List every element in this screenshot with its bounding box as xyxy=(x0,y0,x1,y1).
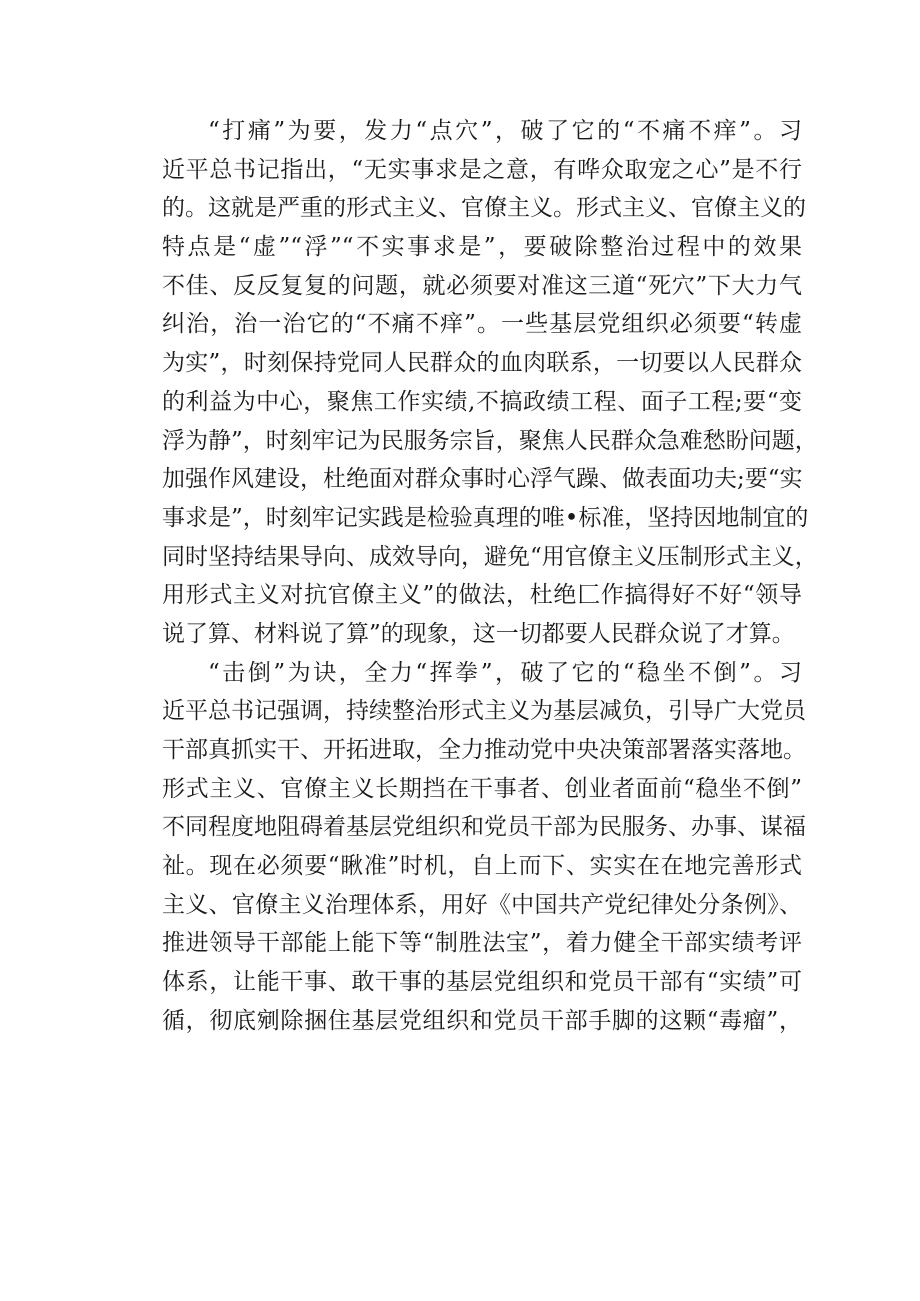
paragraph-line: 推进领导干部能上能下等“制胜法宝”，着力健全干部实绩考评 xyxy=(162,930,802,957)
paragraph-2 xyxy=(162,654,806,1041)
paragraph-line: 说了算、材料说了算”的现象，这一切都要人民群众说了才算。 xyxy=(162,620,795,647)
paragraph-line: 为实”，时刻保持党同人民群众的血肉联系，一切要以人民群众 xyxy=(162,350,802,377)
paragraph-1 xyxy=(162,112,818,654)
document-body xyxy=(162,112,818,1041)
paragraph-line: 近平总书记强调，持续整治形式主义为基层减负，引导广大党员 xyxy=(162,698,806,725)
paragraph-line: “击倒”为诀，全力“挥拳”，破了它的“稳坐不倒”。习 xyxy=(208,659,802,686)
paragraph-line: 事求是”，时刻牢记实践是检验真理的唯•标准，坚持因地制宜的 xyxy=(162,504,809,531)
paragraph-line: 浮为静”，时刻牢记为民服务宗旨，聚焦人民群众急难愁盼问题， xyxy=(162,427,818,454)
paragraph-line: 主义、官僚主义治理体系，用好《中国共产党纪律处分条例》、 xyxy=(162,891,802,918)
paragraph-line: 同时坚持结果导向、成效导向，避免“用官僚主义压制形式主义， xyxy=(162,543,818,570)
paragraph-line: 不同程度地阻碍着基层党组织和党员干部为民服务、办事、谋福 xyxy=(162,814,806,841)
paragraph-line: 祉。现在必须要“瞅准”时机，自上而下、实实在在地完善形式 xyxy=(162,853,802,880)
paragraph-line: 加强作风建设，杜绝面对群众事时心浮气躁、做表面功夫;要“实 xyxy=(162,466,803,493)
paragraph-line: 特点是“虚”“浮”“不实事求是”，要破除整治过程中的效果 xyxy=(162,234,802,261)
paragraph-line: 近平总书记指出，“无实事求是之意，有哗众取宠之心”是不行 xyxy=(162,156,802,183)
paragraph-line: “打痛”为要，发力“点穴”，破了它的“不痛不痒”。习 xyxy=(208,118,802,144)
paragraph-line: 用形式主义对抗官僚主义”的做法，杜绝匚作搞得好不好“领导 xyxy=(162,582,802,609)
paragraph-line: 形式主义、官僚主义长期挡在干事者、创业者面前“稳坐不倒” xyxy=(162,775,802,802)
paragraph-line: 循，彻底剜除捆住基层党组织和党员干部手脚的这颗“毒瘤”， xyxy=(162,1007,802,1034)
paragraph-line: 的利益为中心，聚焦工作实绩,不搞政绩工程、面子工程;要“变 xyxy=(162,388,802,415)
paragraph-line: 纠治，治一治它的“不痛不痒”。一些基层党组织必须要“转虚 xyxy=(162,311,802,338)
paragraph-line: 不佳、反反复复的问题，就必须要对准这三道“死穴”下大力气 xyxy=(162,272,802,299)
paragraph-line: 干部真抓实干、开拓进取，全力推动党中央决策部署落实落地。 xyxy=(162,737,806,763)
paragraph-line: 的。这就是严重的形式主义、官僚主义。形式主义、官僚主义的 xyxy=(162,195,806,222)
paragraph-line: 体系，让能干事、敢干事的基层党组织和党员干部有“实绩”可 xyxy=(162,969,802,996)
